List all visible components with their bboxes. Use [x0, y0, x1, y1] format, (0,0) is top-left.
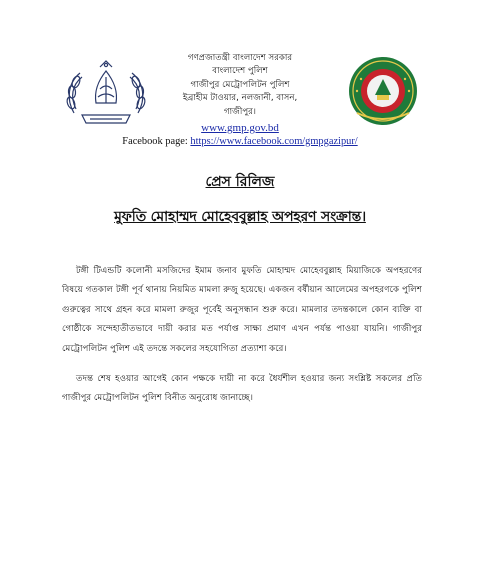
header-address: ইব্রাহীম টাওয়ার, নলজানী, বাসন,: [182, 93, 298, 104]
facebook-label: Facebook page:: [122, 136, 188, 147]
body-paragraph: টঙ্গী টিএন্ডটি কলোনী মসজিদের ইমাম জনাব মুফতি মোহাম্মদ মোহেববুল্লাহ মিয়াজিকে অপহরণের বিষয়ে গতকাল টঙ্গী পূর্ব থানায় নিয়মিত মামলা রুজু হয়েছে। একজন বর্ষীয়ান আলেমের অপহরণকে পুলিশ গুরুত্বের সাথে গ্রহন করে মামলা রুজুর পূর্বেই অনুসন্ধান শুরু করে। মামলার তদন্তকালে কোন ব্যক্তি বা গোষ্ঠীকে সন্দেহাতীতভাবে দায়ী করার মত পর্যাপ্ত সাক্ষ্য প্রমাণ এখন পর্যন্ত পাওয়া যায়নি। গাজীপুর মেট্রোপলিটন পুলিশ এই তদন্তে সকলের সহযোগিতা প্রত্যাশা করে।: [62, 266, 422, 354]
body-paragraph: তদন্ত শেষ হওয়ার আগেই কোন পক্ষকে দায়ী না করে ধৈর্যশীল হওয়ার জন্য সংশ্লিষ্ট সকলের প্রতি গাজীপুর মেট্রোপলিটন পুলিশ বিনীত অনুরোধ জানাচ্ছে।: [62, 374, 422, 404]
issuer-header: [150, 52, 330, 119]
subject-title: মুফতি মোহাম্মদ মোহেববুল্লাহ অপহরণ সংক্রান্ত।: [114, 209, 366, 225]
press-release-body: [62, 262, 422, 420]
header-gmp: গাজীপুর মেট্রোপলিটন পুলিশ: [190, 79, 290, 90]
facebook-line: [0, 136, 480, 147]
header-police: বাংলাদেশ পুলিশ: [212, 66, 268, 77]
website-link[interactable]: www.gmp.gov.bd: [201, 122, 279, 134]
gazipur-metropolitan-police-seal-icon: [347, 55, 419, 127]
facebook-link[interactable]: https://www.facebook.com/gmpgazipur/: [190, 136, 358, 147]
header-government: গণপ্রজাতন্ত্রী বাংলাদেশ সরকার: [187, 53, 293, 63]
header-city: গাজীপুর।: [224, 106, 256, 117]
press-release-title: প্রেস রিলিজ: [205, 174, 275, 190]
